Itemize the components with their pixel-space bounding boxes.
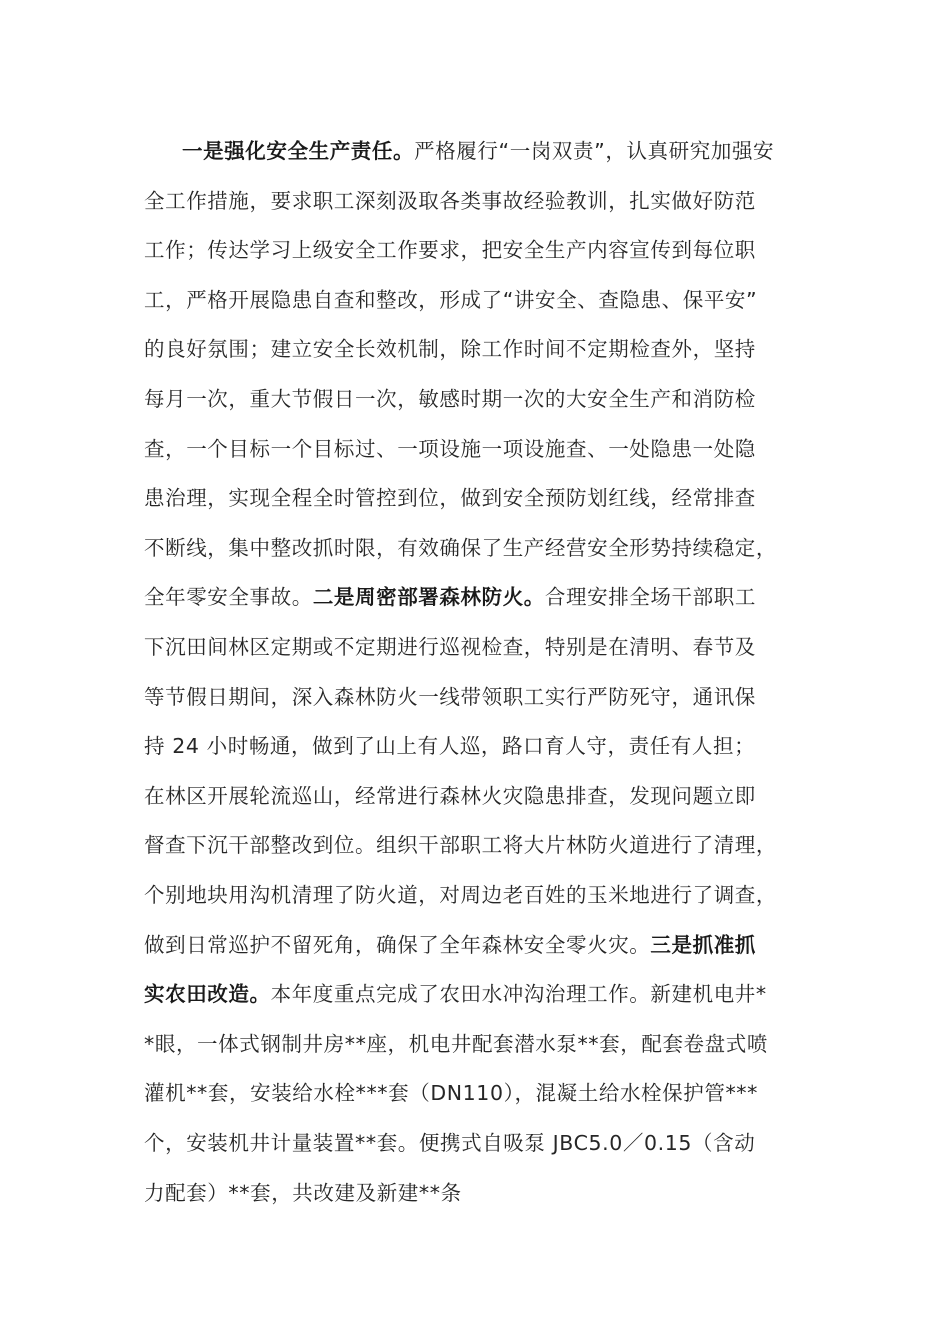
paragraph-line <box>144 920 756 970</box>
body-text: 工，严格开展隐患自查和整改，形成了“讲安全、查隐患、保平安” <box>144 287 758 312</box>
paragraph-line <box>144 1118 755 1168</box>
body-text: 灌机**套，安装给水栓***套（DN110），混凝土给水栓保护管*** <box>144 1081 758 1106</box>
paragraph-line <box>144 176 756 226</box>
paragraph-line <box>144 969 767 1019</box>
heading-phrase: 二是周密部署森林防火。 <box>312 585 545 610</box>
heading-phrase: 三是抓准抓 <box>650 932 756 957</box>
paragraph-line <box>144 1019 768 1069</box>
paragraph-line <box>144 523 777 573</box>
body-text: 不断线，集中整改抓时限，有效确保了生产经营安全形势持续稳定， <box>144 535 777 560</box>
heading-phrase: 一是强化安全生产责任。 <box>182 139 415 163</box>
heading-phrase: 实农田改造。 <box>144 982 271 1007</box>
paragraph-line <box>144 870 777 920</box>
body-text: *眼，一体式钢制井房**座，机电井配套潜水泵**套，配套卷盘式喷 <box>144 1031 768 1056</box>
body-text: 每月一次，重大节假日一次，敏感时期一次的大安全生产和消防检 <box>144 387 756 411</box>
body-text: 在林区开展轮流巡山，经常进行森林火灾隐患排查，发现问题立即 <box>144 783 756 808</box>
body-text: 合理安排全场干部职工 <box>544 585 756 610</box>
body-text: 全年零安全事故。 <box>144 585 313 610</box>
body-text: 查，一个目标一个目标过、一项设施一项设施查、一处隐患一处隐 <box>144 436 756 461</box>
body-text: 严格履行“一岗双责”，认真研究加强安 <box>414 139 775 163</box>
paragraph-line <box>144 721 755 771</box>
body-text: 下沉田间林区定期或不定期进行巡视检查，特别是在清明、春节及 <box>144 635 756 659</box>
paragraph-line <box>144 672 756 722</box>
body-text: 个别地块用沟机清理了防火道，对周边老百姓的玉米地进行了调查， <box>144 883 777 907</box>
paragraph-line <box>144 820 777 870</box>
body-text: 的良好氛围；建立安全长效机制，除工作时间不定期检查外，坚持 <box>144 337 756 362</box>
body-text: 全工作措施，要求职工深刻汲取各类事故经验教训，扎实做好防范 <box>144 188 756 213</box>
body-text: 力配套）**套，共改建及新建**条 <box>144 1180 462 1205</box>
paragraph-line <box>144 622 756 672</box>
paragraph-line <box>144 424 756 474</box>
paragraph-line <box>182 126 774 176</box>
body-text: 患治理，实现全程全时管控到位，做到安全预防划红线，经常排查 <box>144 486 756 511</box>
paragraph-line <box>144 1168 462 1218</box>
body-text: 督查下沉干部整改到位。组织干部职工将大片林防火道进行了清理， <box>144 833 777 858</box>
body-text: 本年度重点完成了农田水冲沟治理工作。新建机电井* <box>270 982 767 1007</box>
paragraph-line <box>144 324 756 374</box>
paragraph-line <box>144 1068 758 1118</box>
paragraph-line <box>144 225 756 275</box>
paragraph-line <box>144 572 756 622</box>
paragraph-line <box>144 374 756 424</box>
body-text: 工作；传达学习上级安全工作要求，把安全生产内容宣传到每位职 <box>144 238 756 263</box>
paragraph-line <box>144 771 756 821</box>
body-text: 个，安装机井计量装置**套。便携式自吸泵 JBC5.0／0.15（含动 <box>144 1131 756 1155</box>
paragraph-line <box>144 473 756 523</box>
body-text: 等节假日期间，深入森林防火一线带领职工实行严防死守，通讯保 <box>144 684 756 709</box>
body-text: 持 24 小时畅通，做到了山上有人巡，路口育人守，责任有人担； <box>144 734 756 759</box>
body-text: 做到日常巡护不留死角，确保了全年森林安全零火灾。 <box>144 932 651 957</box>
paragraph-line <box>144 275 757 325</box>
